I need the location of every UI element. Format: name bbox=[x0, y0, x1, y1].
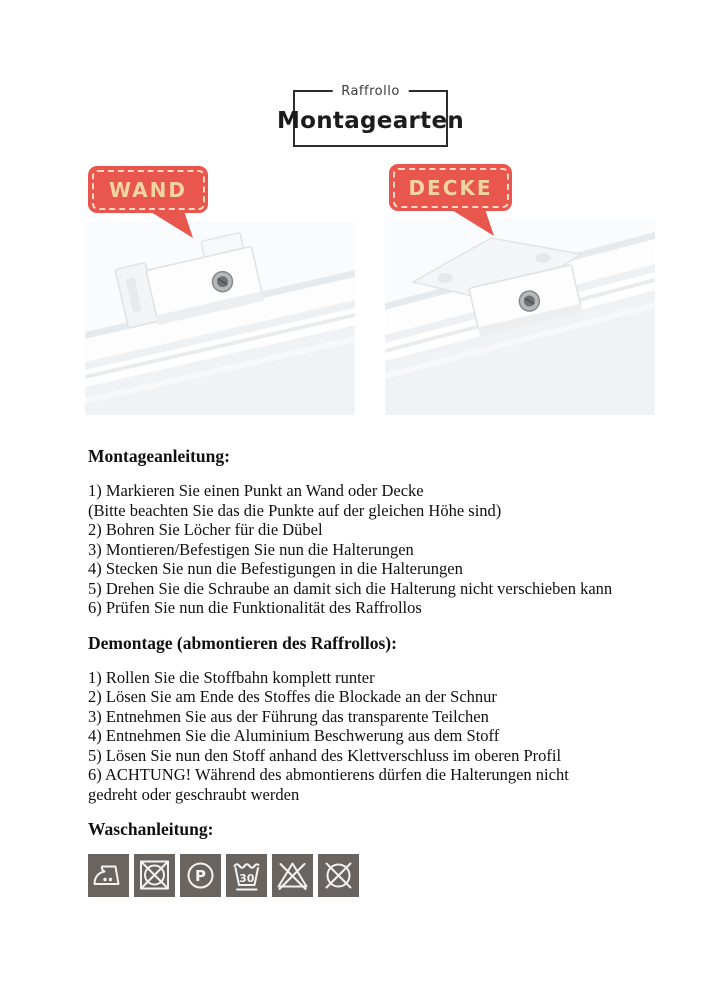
dry-clean-letter: P bbox=[195, 867, 206, 885]
brand-logo-box bbox=[276, 83, 465, 147]
wall-label: WAND bbox=[109, 177, 187, 202]
montage-step: (Bitte beachten Sie das die Punkte auf der gleichen Höhe sind) bbox=[88, 500, 502, 520]
do-not-tumble-dry-icon bbox=[134, 854, 175, 897]
bubble-tail bbox=[146, 209, 198, 241]
do-not-dry-clean-icon bbox=[318, 854, 359, 897]
section-waschanleitung bbox=[88, 819, 648, 897]
montage-step: 2) Bohren Sie Löcher für die Dübel bbox=[88, 520, 323, 539]
iron-medium-two-dots-icon bbox=[88, 854, 129, 897]
montage-heading: Montageanleitung: bbox=[88, 446, 230, 466]
wasch-heading: Waschanleitung: bbox=[88, 819, 214, 839]
wall-mount-illustration bbox=[85, 222, 355, 415]
logo-subtitle: Raffrollo bbox=[332, 84, 409, 99]
montage-step: 4) Stecken Sie nun die Befestigungen in die Halterungen bbox=[88, 559, 463, 578]
demontage-step: 6) ACHTUNG! Während des abmontierens dürfen die Halterungen nicht bbox=[88, 765, 569, 784]
demontage-step: 4) Entnehmen Sie die Aluminium Beschwerung aus dem Stoff bbox=[88, 726, 500, 745]
label-bubble-ceiling bbox=[389, 164, 512, 211]
photo-ceiling-mount bbox=[385, 218, 655, 415]
logo-title: Montagearten bbox=[276, 108, 465, 134]
label-bubble-wall bbox=[88, 166, 208, 213]
do-not-bleach-icon bbox=[272, 854, 313, 897]
wash-temperature: 30 bbox=[239, 872, 255, 885]
bracket-hole bbox=[438, 273, 453, 283]
demontage-step: 3) Entnehmen Sie aus der Führung das transparente Teilchen bbox=[88, 706, 489, 726]
demontage-steps bbox=[88, 668, 648, 805]
montage-step: 5) Drehen Sie die Schraube an damit sich die Halterung nicht verschieben kann bbox=[88, 578, 613, 598]
montage-steps bbox=[88, 481, 648, 618]
demontage-step: 1) Rollen Sie die Stoffbahn komplett runter bbox=[88, 667, 375, 687]
section-demontage bbox=[88, 633, 648, 805]
montage-step: 1) Markieren Sie einen Punkt an Wand oder Decke bbox=[88, 481, 424, 500]
demontage-step: gedreht oder geschraubt werden bbox=[88, 784, 300, 804]
care-symbols-row bbox=[88, 854, 648, 897]
photo-wall-mount bbox=[85, 222, 355, 415]
machine-wash-30-gentle-icon bbox=[226, 854, 267, 897]
section-montage bbox=[88, 446, 648, 618]
demontage-step: 5) Lösen Sie nun den Stoff anhand des Klettverschluss im oberen Profil bbox=[88, 745, 562, 765]
montage-step: 3) Montieren/Befestigen Sie nun die Halterungen bbox=[88, 539, 414, 559]
instructions-text bbox=[88, 446, 648, 897]
montage-step: 6) Prüfen Sie nun die Funktionalität des Raffrollos bbox=[88, 598, 422, 617]
bracket-hole bbox=[536, 253, 551, 263]
ceiling-label: DECKE bbox=[408, 175, 493, 200]
ceiling-mount-illustration bbox=[385, 218, 655, 415]
demontage-step: 2) Lösen Sie am Ende des Stoffes die Blockade an der Schnur bbox=[88, 687, 497, 706]
demontage-heading: Demontage (abmontieren des Raffrollos): bbox=[88, 632, 397, 653]
bubble-tail bbox=[447, 207, 499, 239]
professional-cleaning-p-icon bbox=[180, 854, 221, 897]
